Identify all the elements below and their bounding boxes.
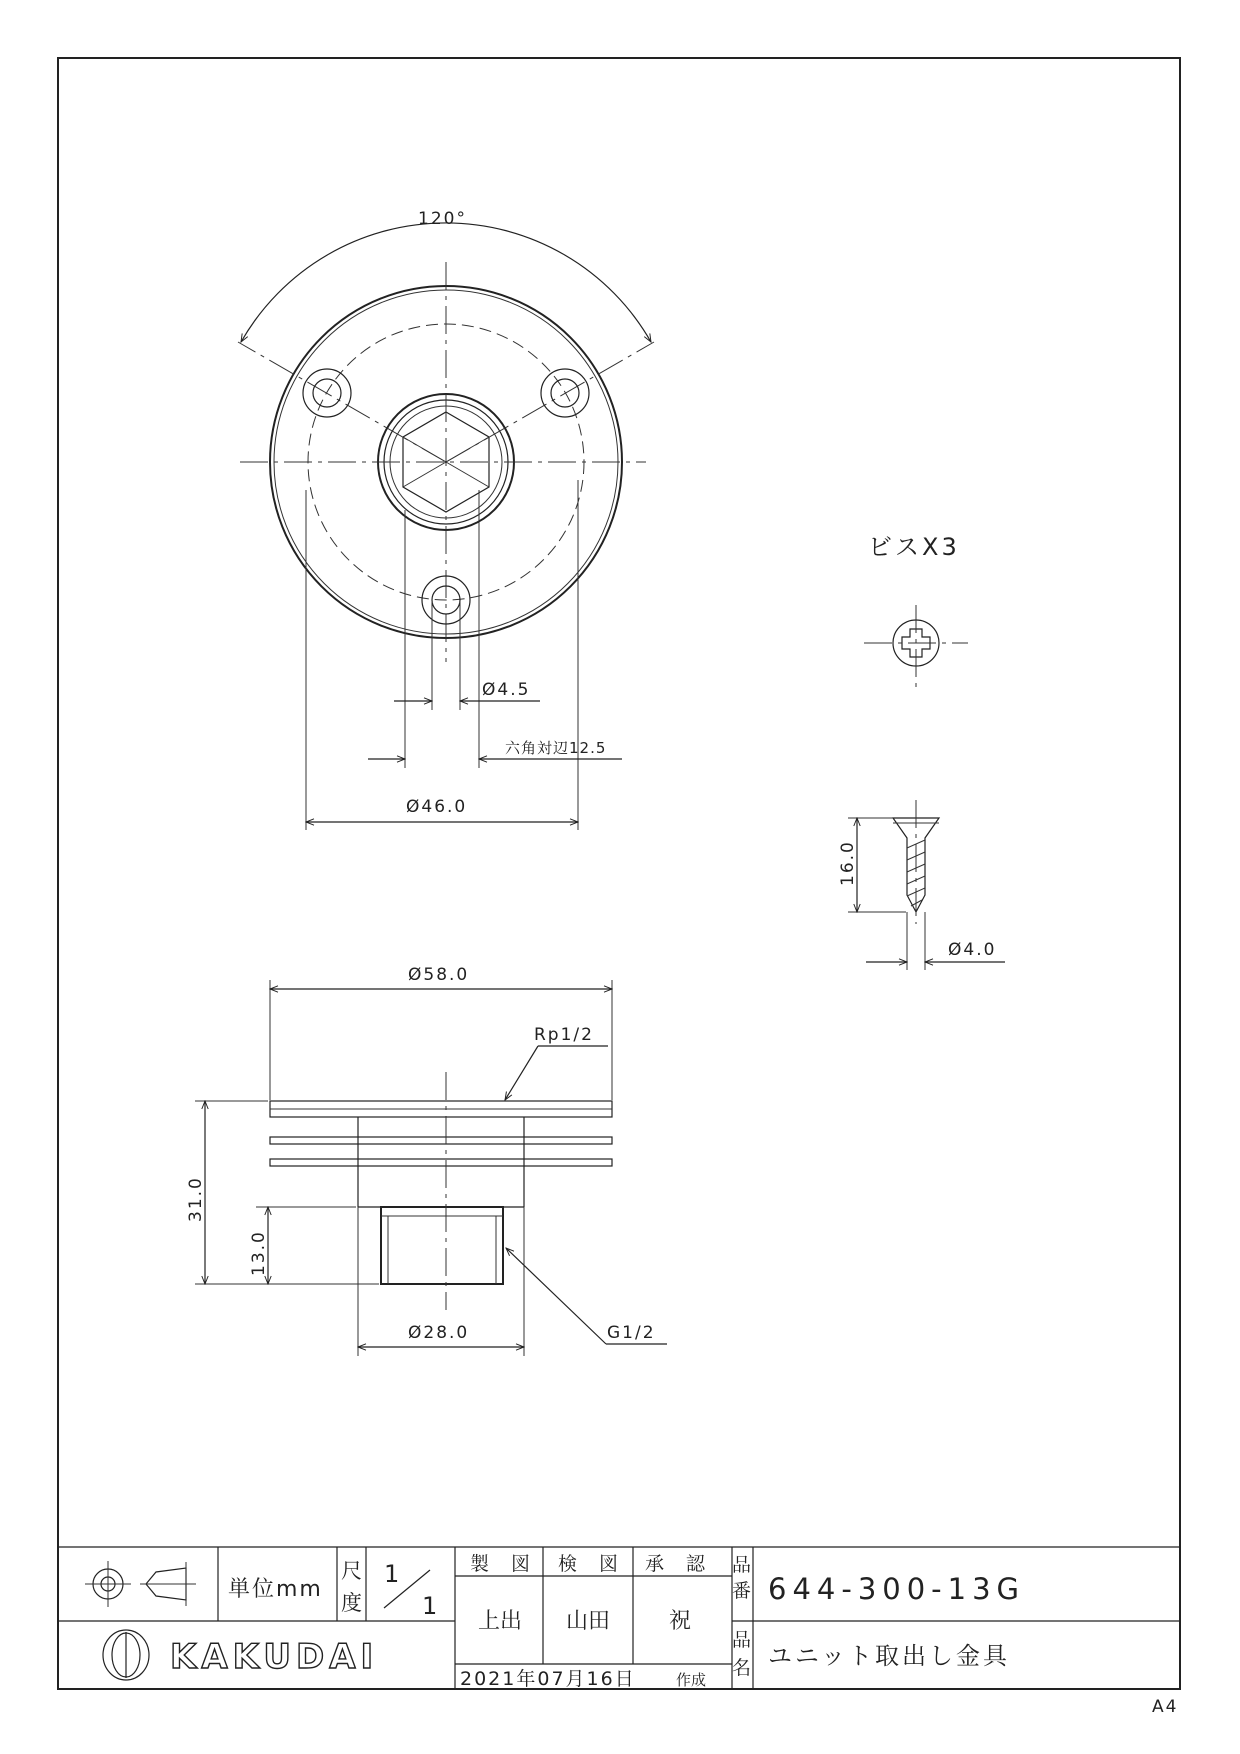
body-diameter-dimension — [358, 1207, 524, 1356]
height-label: 31.0 — [186, 1176, 206, 1222]
projection-symbol-icon — [85, 1561, 196, 1607]
approved-by: 祝 — [669, 1609, 692, 1634]
flange-diameter-label: Ø58.0 — [408, 965, 470, 985]
screw-length-dimension — [838, 818, 906, 912]
pitch-diameter-dimension — [306, 797, 578, 822]
screw-length-label: 16.0 — [838, 840, 858, 886]
part-name-label-1: 品 — [732, 1629, 752, 1651]
scale-label-1: 尺 — [341, 1559, 362, 1583]
angle-label: 120° — [418, 209, 467, 229]
sheet-border — [58, 58, 1180, 1689]
rp-leader — [505, 1025, 608, 1100]
screw-detail — [838, 533, 1005, 970]
checked-by: 山田 — [566, 1609, 611, 1634]
screw-diameter-label: Ø4.0 — [948, 940, 997, 960]
hole-diameter-dimension — [394, 680, 540, 701]
hex-dimension-label: 六角対辺12.5 — [505, 739, 607, 757]
scale-label-2: 度 — [341, 1591, 362, 1615]
scale-numerator: 1 — [384, 1560, 400, 1588]
part-no-label-1: 品 — [732, 1554, 752, 1576]
sheet-size: A4 — [1152, 1697, 1179, 1717]
made-header: 製 図 — [470, 1553, 539, 1575]
screw-side-view — [893, 800, 939, 924]
part-name-label-2: 名 — [732, 1657, 752, 1679]
approved-header: 承 認 — [645, 1553, 714, 1575]
side-view — [186, 965, 667, 1356]
rp-label: Rp1/2 — [534, 1025, 594, 1045]
top-view — [238, 209, 654, 830]
thread-length-label: 13.0 — [249, 1230, 269, 1276]
body-diameter-label: Ø28.0 — [408, 1323, 470, 1343]
flange-plate-lower — [270, 1159, 612, 1166]
thread-end — [381, 1207, 503, 1284]
checked-header: 検 図 — [558, 1553, 627, 1575]
created-date: 2021年07月16日 — [460, 1668, 636, 1690]
g-leader — [506, 1248, 667, 1344]
screw-diameter-dimension — [866, 912, 1005, 970]
hole-diameter-label: Ø4.5 — [482, 680, 531, 700]
created-suffix: 作成 — [676, 1671, 707, 1689]
hex-dimension — [368, 739, 622, 759]
part-number: 644-300-13G — [768, 1572, 1026, 1606]
part-name: ユニット取出し金具 — [768, 1642, 1011, 1670]
thread-length-dimension — [249, 1207, 356, 1284]
part-no-label-2: 番 — [732, 1580, 752, 1602]
height-dimension — [186, 1101, 379, 1284]
pitch-diameter-label: Ø46.0 — [406, 797, 468, 817]
screw-title: ビスX3 — [868, 533, 960, 561]
scale-denominator: 1 — [422, 1592, 438, 1620]
unit-label: 単位mm — [228, 1577, 323, 1602]
screw-head-top-view — [864, 605, 968, 692]
kakudai-logo — [103, 1630, 378, 1680]
made-by: 上出 — [478, 1609, 523, 1634]
g-label: G1/2 — [607, 1323, 656, 1343]
flange-plate-middle — [270, 1137, 612, 1144]
title-block — [58, 1547, 1180, 1690]
company-name: KAKUDAI — [170, 1637, 379, 1677]
